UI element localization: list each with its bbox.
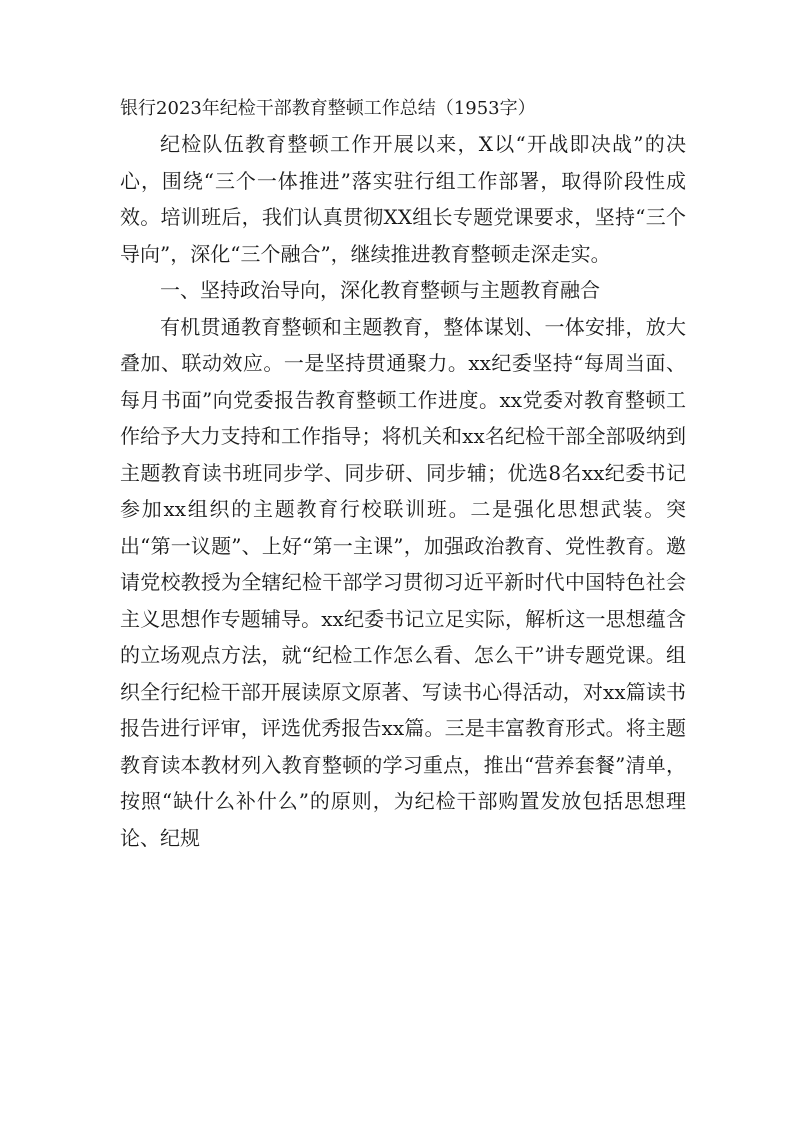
intro-paragraph: 纪检队伍教育整顿工作开展以来，X以“开战即决战”的决心，围绕“三个一体推进”落实驻行组工作部署，取得阶段性成效。培训班后，我们认真贯彻XX组长专题党课要求，坚持“三个导向”，深化“三个融合”，继续推进教育整顿走深走实。 xyxy=(120,132,686,266)
document-body xyxy=(120,92,686,856)
document-title: 银行2023年纪检干部教育整顿工作总结（1953字） xyxy=(120,98,536,119)
section-paragraph: 有机贯通教育整顿和主题教育，整体谋划、一体安排，放大叠加、联动效应。一是坚持贯通聚力。xx纪委坚持“每周当面、每月书面”向党委报告教育整顿工作进度。xx党委对教育整顿工作给予大力支持和工作指导；将机关和xx名纪检干部全部吸纳到主题教育读书班同步学、同步研、同步辅；优选8名xx纪委书记参加xx组织的主题教育行校联训班。二是强化思想武装。突出“第一议题”、上好“第一主课”，加强政治教育、党性教育。邀请党校教授为全辖纪检干部学习贯彻习近平新时代中国特色社会主义思想作专题辅导。xx纪委书记立足实际，解析这一思想蕴含的立场观点方法，就“纪检工作怎么看、怎么干”讲专题党课。组织全行纪检干部开展读原文原著、写读书心得活动，对xx篇读书报告进行评审，评选优秀报告xx篇。三是丰富教育形式。将主题教育读本教材列入教育整顿的学习重点，推出“营养套餐”清单，按照“缺什么补什么”的原则，为纪检干部购置发放包括思想理论、纪规 xyxy=(120,314,686,850)
section-heading: 一、坚持政治导向，深化教育整顿与主题教育融合 xyxy=(160,278,600,302)
